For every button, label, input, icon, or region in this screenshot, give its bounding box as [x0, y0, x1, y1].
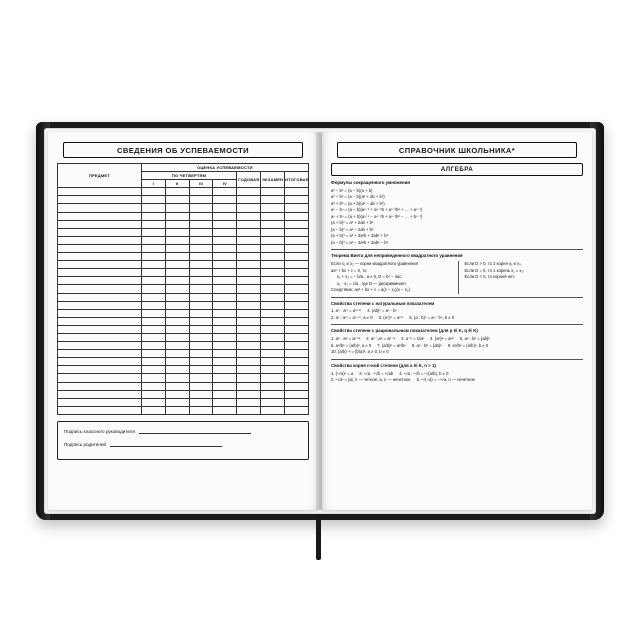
table-row[interactable] [58, 277, 309, 285]
formula-line: (a − b)³ = a³ − 3a²b + 3ab² − b³ [331, 239, 388, 245]
vieta-case: Если D = 0, то 1 корень x₁ = x₂. [464, 267, 525, 273]
section-algebra-title: АЛГЕБРА [331, 163, 583, 176]
root-rule: 2. ⁿ√aⁿ = |a|, n — четное; a, n — нечетное [331, 377, 411, 383]
table-row[interactable] [58, 293, 309, 301]
table-row[interactable] [58, 204, 309, 212]
power-rule: 4. (ab)ⁿ = aⁿ · bⁿ [367, 308, 398, 314]
table-row[interactable] [58, 350, 309, 358]
th-q1: I [141, 180, 165, 188]
power-rule: 1. aⁿ · aᵐ = aⁿ⁺ᵐ [331, 308, 362, 314]
divider [331, 324, 583, 325]
th-year: ГОДОВАЯ [237, 172, 261, 188]
power-rule: 3. (aⁿ)ᵐ = aⁿᵐ [378, 314, 404, 320]
divider [331, 297, 583, 298]
formula-line: a² − b² = (a − b)(a² + ab + b²) [331, 194, 385, 200]
table-row[interactable] [58, 196, 309, 204]
power-rule: 7. (a/b)ᵖ = aᵖ/bᵖ [377, 342, 406, 348]
table-row[interactable] [58, 374, 309, 382]
formula-line: aⁿ − bⁿ = (a − b)(aⁿ⁻¹ + aⁿ⁻²b + aⁿ⁻³b² + … + aⁿ⁻¹) [331, 207, 423, 213]
table-row[interactable] [58, 398, 309, 406]
formula-line: a³ + b³ = (a + b)(a² − ab + b²) [331, 200, 385, 206]
table-row[interactable] [58, 253, 309, 261]
power-rule: 9. aᵖ/bᵖ = (a/b)ᵖ, b ≠ 0 [447, 342, 489, 348]
vieta-left-column [331, 261, 450, 294]
table-row[interactable] [58, 188, 309, 196]
bookmark-ribbon [316, 514, 321, 560]
block-heading-formulas: Формулы сокращенного умножения [331, 180, 410, 185]
table-row[interactable] [58, 236, 309, 244]
power-rule: 5. aᵖ · bᵖ = (ab)ᵖ [459, 336, 490, 342]
reference-content [331, 180, 583, 384]
vieta-line: Следствие: ax² + bx + c = a(x − x₁)(x − x₂). [331, 287, 412, 293]
power-rule: 1. aᵖ · aᵠ = aᵖ⁺ᵠ [331, 336, 361, 342]
signature-teacher-label: Подпись классного руководителя [64, 428, 135, 434]
grades-table-body[interactable] [58, 188, 309, 415]
vieta-line: Если x₁ и x₂ — корни квадратного уравнения [331, 261, 418, 267]
vieta-line: x₁ · x₂ = c/a , где D — дискриминант. [337, 280, 407, 286]
power-rule: 2. aⁿ : aᵐ = aⁿ⁻ᵐ, a ≠ 0 [331, 314, 373, 320]
th-q4: IV [213, 180, 237, 188]
table-row[interactable] [58, 325, 309, 333]
power-rule: 8. aᵖ · bᵖ = (ab)ᵖ [411, 342, 442, 348]
th-exam: ЭКЗАМЕН [261, 172, 285, 188]
formula-line: aⁿ + bⁿ = (a + b)(aⁿ⁻¹ − aⁿ⁻²b + aⁿ⁻³b² − … + bⁿ⁻¹) [331, 213, 423, 219]
th-quarters: ПО ЧЕТВЕРТЯМ [141, 172, 237, 180]
block-heading-rational-power: Свойства степени с рациональным показателем (для p ∈ K, q ∈ K) [331, 328, 478, 334]
page-block [44, 128, 596, 514]
table-row[interactable] [58, 220, 309, 228]
th-q3: III [189, 180, 213, 188]
power-rule: 6. aᵖ/bᵖ = (a/b)ᵖ, a ≠ 0 [331, 342, 372, 348]
table-row[interactable] [58, 244, 309, 252]
th-group: ОЦЕНКА УСПЕВАЕМОСТИ [141, 164, 308, 172]
table-row[interactable] [58, 333, 309, 341]
vieta-line: x₁ + x₂ = − b/a , a ≠ 0, D = b² − 4ac, [337, 274, 403, 280]
open-diary [36, 122, 604, 520]
signature-parents-label: Подпись родителей [64, 441, 106, 447]
table-row[interactable] [58, 342, 309, 350]
power-rule: 4. (aᵖ)ᵠ = aᵖᵠ [430, 336, 454, 342]
table-row[interactable] [58, 301, 309, 309]
block-heading-roots: Свойства корня n-ной степени (для a ∈ K, n > 1) [331, 362, 436, 368]
root-rule: 1. (ⁿ√a)ⁿ = a [331, 370, 354, 376]
roots-row-2 [331, 377, 583, 384]
table-row[interactable] [58, 358, 309, 366]
table-row[interactable] [58, 366, 309, 374]
right-page-title: СПРАВОЧНИК ШКОЛЬНИКА* [337, 142, 577, 158]
left-page-title: СВЕДЕНИЯ ОБ УСПЕВАЕМОСТИ [63, 142, 303, 158]
table-row[interactable] [58, 382, 309, 390]
natural-power-row-2 [331, 315, 583, 322]
block-heading-vieta: Теорема Виета для неприведенного квадратного уравнения [331, 253, 463, 259]
grades-table [57, 163, 309, 415]
formula-line: (a + b)² = a² + 2ab + b² [331, 220, 374, 226]
signature-teacher[interactable] [64, 427, 302, 434]
table-row[interactable] [58, 212, 309, 220]
formula-line: (a + b)³ = a³ + 3a²b + 3ab² + b³ [331, 233, 388, 239]
vieta-case: Если D < 0, то корней нет. [464, 274, 515, 280]
power-rule: 2. aᵖ : aᵠ = aᵖ⁻ᵠ [366, 336, 396, 342]
root-rule: 4. ⁿ√a : ⁿ√b = ⁿ√(a/b), b ≠ 0 [399, 370, 449, 376]
vieta-case: Если D > 0, то 2 корня x₁ и x₂. [464, 261, 522, 267]
power-rule: 3. a⁻ᵖ = 1/aᵖ [401, 336, 425, 342]
vieta-columns [331, 261, 583, 294]
power-rule: 10. (a/b)⁻ᵖ = (b/a)ᵖ, a ≠ 0, b ≠ 0 [331, 349, 389, 355]
vieta-right-column [458, 261, 584, 294]
block-heading-natural-power: Свойства степени с натуральным показателем [331, 300, 435, 306]
table-row[interactable] [58, 309, 309, 317]
left-page [48, 132, 318, 510]
table-row[interactable] [58, 261, 309, 269]
divider [331, 249, 583, 250]
formula-line: a² − b² = (a − b)(a + b) [331, 187, 373, 193]
table-row[interactable] [58, 406, 309, 414]
signature-box [57, 421, 309, 460]
signature-parents-rule[interactable] [110, 440, 222, 447]
table-row[interactable] [58, 228, 309, 236]
rational-power-row-3 [331, 349, 583, 356]
table-row[interactable] [58, 269, 309, 277]
th-final: ИТОГОВАЯ [285, 172, 309, 188]
table-row[interactable] [58, 285, 309, 293]
divider [331, 359, 583, 360]
signature-parents[interactable] [64, 440, 302, 447]
vieta-line: ax² + bx + c = 0, то [331, 267, 367, 273]
power-rule: 5. (a : b)ⁿ = aⁿ : bⁿ, b ≠ 0 [409, 314, 455, 320]
th-subject: ПРЕДМЕТ [58, 164, 142, 188]
right-page [322, 132, 592, 510]
table-row[interactable] [58, 317, 309, 325]
signature-teacher-rule[interactable] [139, 427, 251, 434]
root-rule: 5. ⁿ√(−a) = −ⁿ√a, n — нечетное [416, 377, 475, 383]
formula-line: (a − b)² = a² − 2ab + b² [331, 226, 374, 232]
root-rule: 3. ⁿ√a · ⁿ√b = ⁿ√ab [359, 370, 394, 376]
th-q2: II [165, 180, 189, 188]
table-row[interactable] [58, 390, 309, 398]
